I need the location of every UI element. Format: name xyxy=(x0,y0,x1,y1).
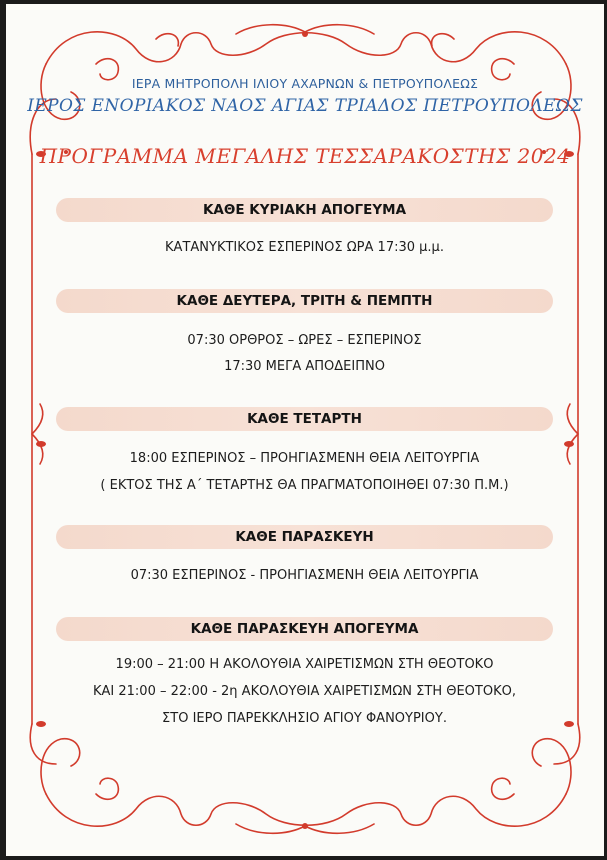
program-title: ΠΡΟΓΡΑΜΜΑ ΜΕΓΑΛΗΣ ΤΕΣΣΑΡΑΚΟΣΤΗΣ 2024 xyxy=(39,144,571,168)
section-heading-sunday: ΚΑΘΕ ΚΥΡΙΑΚΗ ΑΠΟΓΕΥΜΑ xyxy=(56,198,553,222)
section-line: 17:30 ΜΕΓΑ ΑΠΟΔΕΙΠΝΟ xyxy=(224,359,385,374)
poster xyxy=(6,4,604,856)
section-line: ( ΕΚΤΟΣ ΤΗΣ Α΄ ΤΕΤΑΡΤΗΣ ΘΑ ΠΡΑΓΜΑΤΟΠΟΙΗΘΕΙ 07:30 Π.Μ.) xyxy=(100,478,509,493)
frame-dot xyxy=(36,441,46,447)
section-heading-mon-tue-thu: ΚΑΘΕ ΔΕΥΤΕΡΑ, ΤΡΙΤΗ & ΠΕΜΠΤΗ xyxy=(56,289,553,313)
metropolis-heading: ΙΕΡΑ ΜΗΤΡΟΠΟΛΗ ΙΛΙΟΥ ΑΧΑΡΝΩΝ & ΠΕΤΡΟΥΠΟΛΕΩΣ xyxy=(131,76,479,91)
parish-heading: ΙΕΡΟΣ ΕΝΟΡΙΑΚΟΣ ΝΑΟΣ ΑΓΙΑΣ ΤΡΙΑΔΟΣ ΠΕΤΡΟΥΠΟΛΕΩΣ xyxy=(27,96,583,116)
section-line: ΚΑΙ 21:00 – 22:00 - 2η ΑΚΟΛΟΥΘΙΑ ΧΑΙΡΕΤΙΣΜΩΝ ΣΤΗ ΘΕΟΤΟΚΟ, xyxy=(93,684,516,699)
section-line: 07:30 ΕΣΠΕΡΙΝΟΣ - ΠΡΟΗΓΙΑΣΜΕΝΗ ΘΕΙΑ ΛΕΙΤΟΥΡΓΙΑ xyxy=(130,568,479,583)
frame-bottom-scroll xyxy=(46,794,566,826)
section-heading-friday: ΚΑΘΕ ΠΑΡΑΣΚΕΥΗ xyxy=(56,525,553,549)
frame-dot xyxy=(564,441,574,447)
section-line: 07:30 ΟΡΘΡΟΣ – ΩΡΕΣ – ΕΣΠΕΡΙΝΟΣ xyxy=(187,333,422,348)
section-line: 18:00 ΕΣΠΕΡΙΝΟΣ – ΠΡΟΗΓΙΑΣΜΕΝΗ ΘΕΙΑ ΛΕΙΤΟΥΡΓΙΑ xyxy=(129,451,480,466)
section-heading-wednesday: ΚΑΘΕ ΤΕΤΑΡΤΗ xyxy=(56,407,553,431)
section-heading-friday-afternoon: ΚΑΘΕ ΠΑΡΑΣΚΕΥΗ ΑΠΟΓΕΥΜΑ xyxy=(56,617,553,641)
section-line: ΣΤΟ ΙΕΡΟ ΠΑΡΕΚΚΛΗΣΙΟ ΑΓΙΟΥ ΦΑΝΟΥΡΙΟΥ. xyxy=(162,711,447,726)
section-line: 19:00 – 21:00 Η ΑΚΟΛΟΥΘΙΑ ΧΑΙΡΕΤΙΣΜΩΝ ΣΤΗ ΘΕΟΤΟΚΟ xyxy=(115,657,494,672)
section-line: ΚΑΤΑΝΥΚΤΙΚΟΣ ΕΣΠΕΡΙΝΟΣ ΩΡΑ 17:30 μ.μ. xyxy=(165,240,444,255)
